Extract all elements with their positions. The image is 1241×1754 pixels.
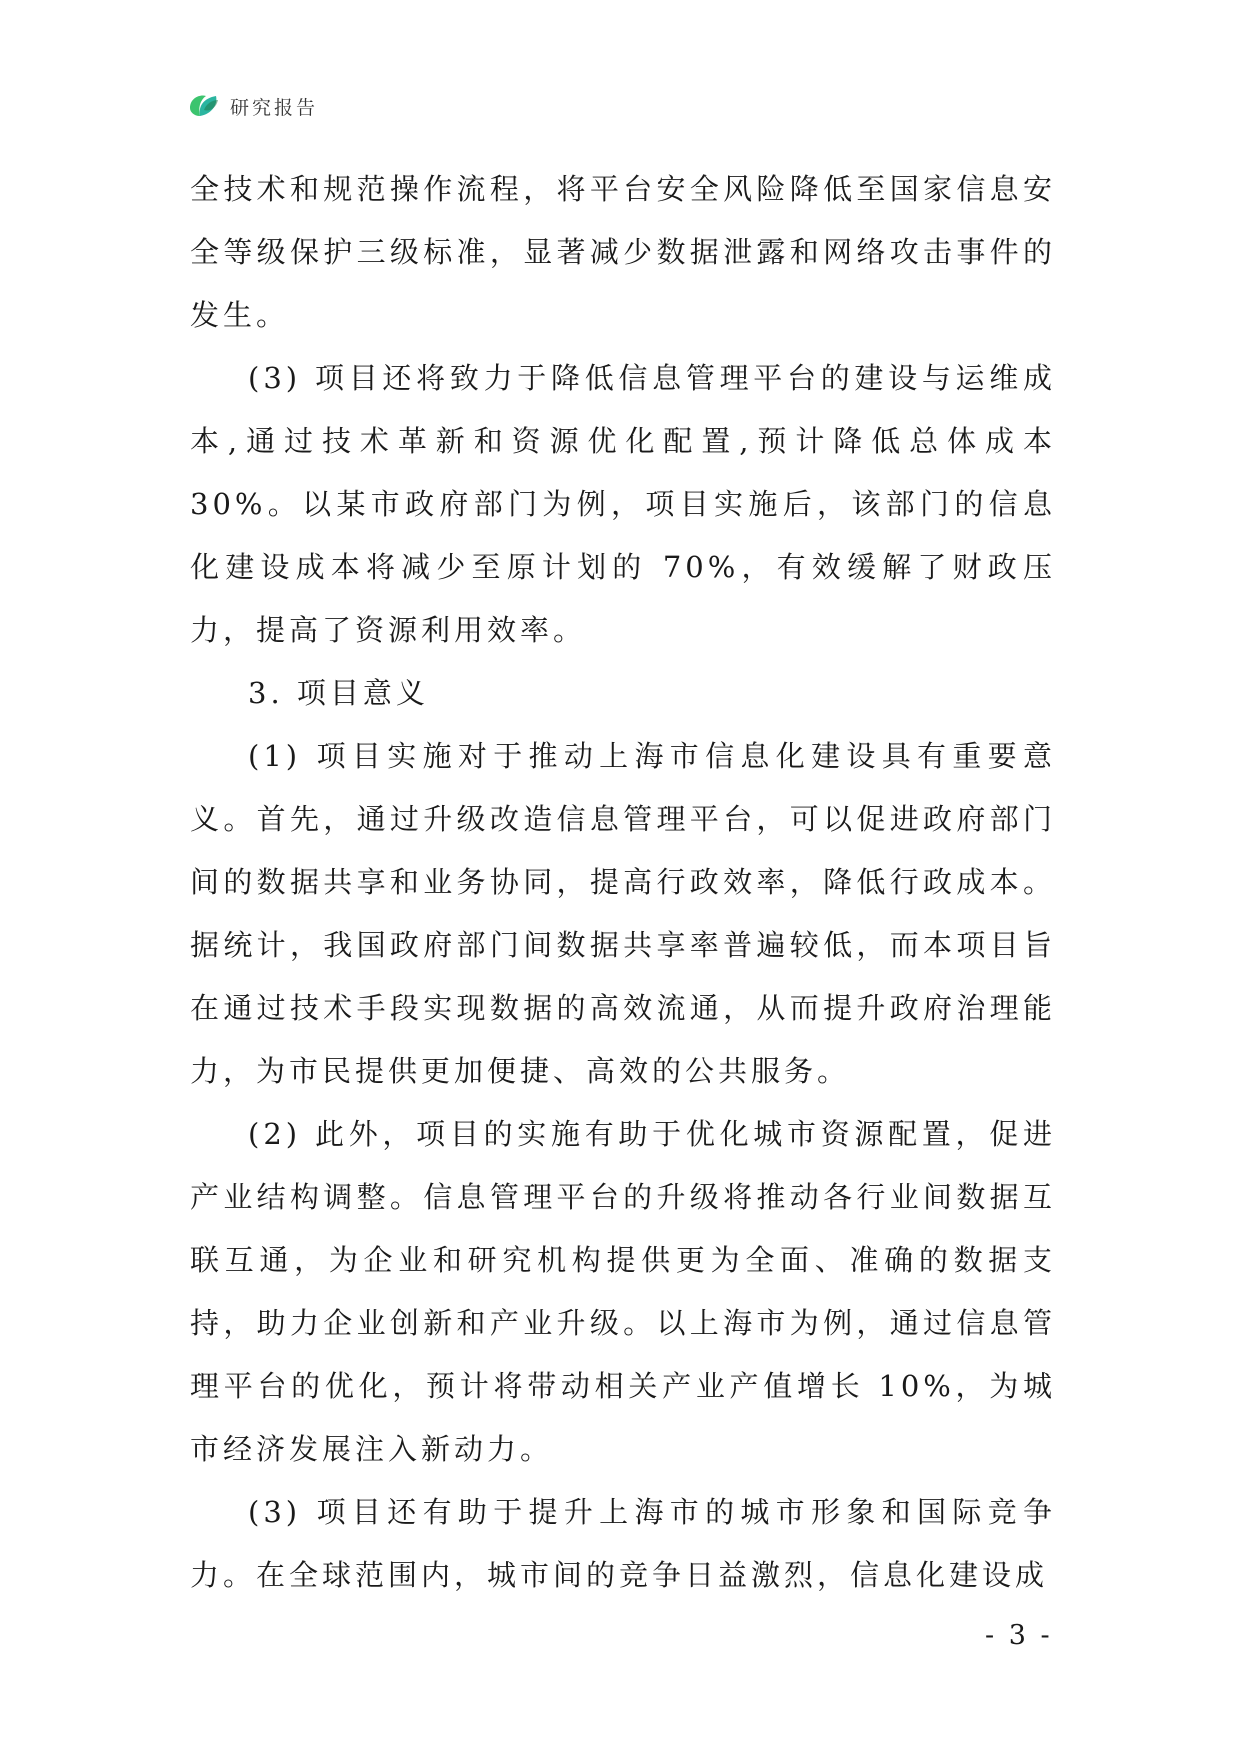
page-header (186, 86, 318, 126)
paragraph-significance-1: (1) 项目实施对于推动上海市信息化建设具有重要意义。首先，通过升级改造信息管理平台，可以促进政府部门间的数据共享和业务协同，提高行政效率，降低行政成本。据统计，我国政府部门间数据共享率普遍较低，而本项目旨在通过技术手段实现数据的高效流通，从而提升政府治理能力，为市民提供更加便捷、高效的公共服务。 (190, 739, 1056, 1088)
report-header-title: 研究报告 (230, 96, 319, 119)
page-number: - 3 - (985, 1620, 1053, 1651)
paragraph-significance-2: (2) 此外，项目的实施有助于优化城市资源配置，促进产业结构调整。信息管理平台的升级将推动各行业间数据互联互通，为企业和研究机构提供更为全面、准确的数据支持，助力企业创新和产业升级。以上海市为例，通过信息管理平台的优化，预计将带动相关产业产值增长 10%，为城市经济发展注入新动力。 (190, 1117, 1056, 1466)
paragraph-cost-reduction: (3) 项目还将致力于降低信息管理平台的建设与运维成本,通过技术革新和资源优化配置,预计降低总体成本 30%。以某市政府部门为例，项目实施后，该部门的信息化建设成本将减少至原计划的 70%，有效缓解了财政压力，提高了资源利用效率。 (190, 361, 1056, 647)
section-heading: 3. 项目意义 (248, 676, 429, 710)
document-body (190, 158, 1056, 1607)
green-leaf-logo-icon (186, 90, 222, 122)
paragraph-significance-3: (3) 项目还有助于提升上海市的城市形象和国际竞争力。在全球范围内，城市间的竞争日益激烈，信息化建设成 (190, 1495, 1056, 1592)
paragraph-continuation: 全技术和规范操作流程，将平台安全风险降低至国家信息安全等级保护三级标准，显著减少数据泄露和网络攻击事件的发生。 (190, 172, 1056, 332)
